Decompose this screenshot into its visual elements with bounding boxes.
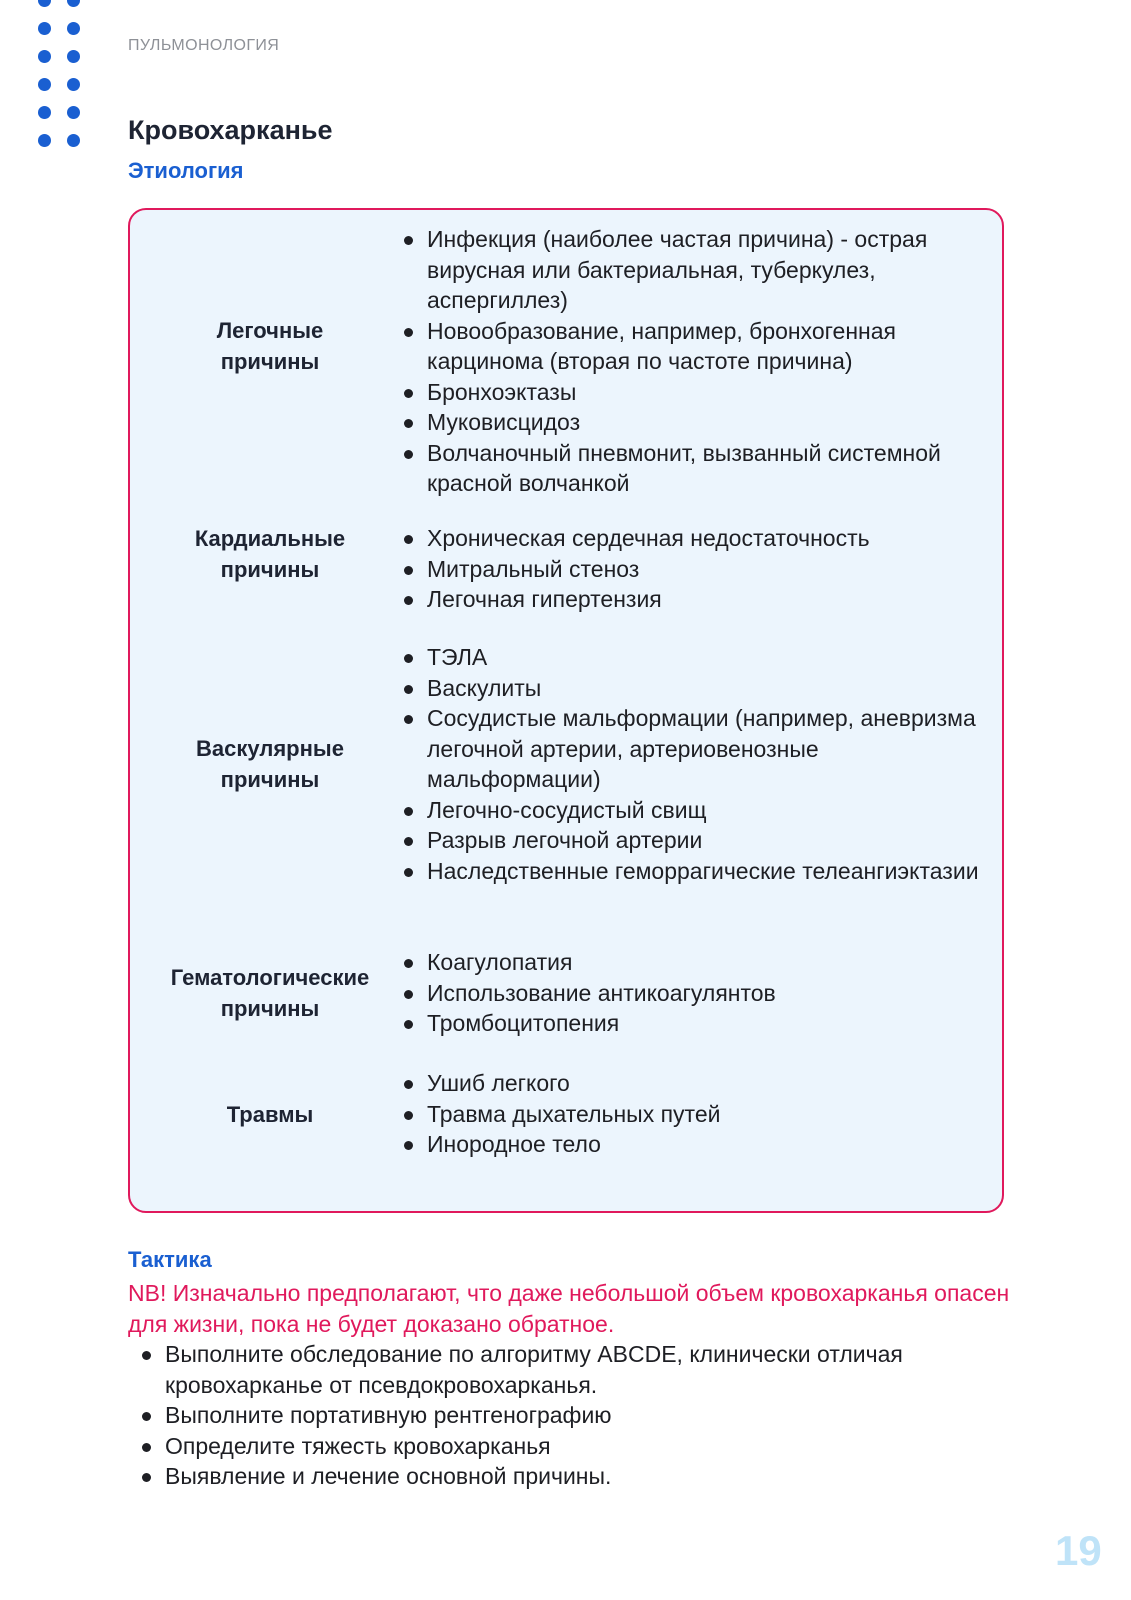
category-label: Легочные причины — [216, 318, 324, 374]
nb-warning-note: NB! Изначально предполагают, что даже небольшой объем кровохарканья опасен для жизни, пока не будет доказано обратное. — [128, 1280, 1010, 1337]
cause-list — [400, 224, 990, 499]
cause-item: Бронхоэктазы — [400, 377, 990, 408]
tactics-list — [138, 1339, 1018, 1492]
cause-item: Легочная гипертензия — [400, 584, 990, 615]
category-label: Гематологические причины — [170, 964, 370, 1021]
cause-item: Разрыв легочной артерии — [400, 825, 990, 856]
category-label: Васкулярные причины — [196, 736, 344, 792]
cause-item: Наследственные геморрагические телеангиэктазии — [400, 856, 990, 887]
cause-item: Муковисцидоз — [400, 407, 990, 438]
cause-item: Инфекция (наиболее частая причина) - острая вирусная или бактериальная, туберкулез, аспергиллез) — [400, 224, 990, 316]
cause-item: Использование антикоагулянтов — [400, 978, 990, 1009]
cause-item: Волчаночный пневмонит, вызванный системной красной волчанкой — [400, 438, 990, 499]
cause-item: Новообразование, например, бронхогенная карцинома (вторая по частоте причина) — [400, 316, 990, 377]
cause-item: Травма дыхательных путей — [400, 1099, 990, 1130]
cause-item: Сосудистые мальформации (например, аневризма легочной артерии, артериовенозные мальформации) — [400, 703, 990, 795]
tactics-step: Определите тяжесть кровохарканья — [138, 1431, 1018, 1462]
cause-item: Тромбоцитопения — [400, 1008, 990, 1039]
tactics-step: Выявление и лечение основной причины. — [138, 1461, 1018, 1492]
cause-item: Митральный стеноз — [400, 554, 990, 585]
cause-list — [400, 1068, 990, 1160]
cause-item: Инородное тело — [400, 1129, 990, 1160]
page-title: Кровохарканье — [128, 115, 333, 145]
tactics-step: Выполните обследование по алгоритму ABCDE, клинически отличая кровохарканье от псевдокровохарканья. — [138, 1339, 1018, 1400]
etiology-heading: Этиология — [128, 158, 244, 183]
category-label: Травмы — [226, 1101, 314, 1127]
page-number: 19 — [1055, 1527, 1102, 1574]
tactics-heading: Тактика — [128, 1247, 212, 1272]
etiology-table — [128, 208, 1004, 1213]
cause-list — [400, 642, 990, 886]
tactics-step: Выполните портативную рентгенографию — [138, 1400, 1018, 1431]
cause-item: Легочно-сосудистый свищ — [400, 795, 990, 826]
cause-item: Коагулопатия — [400, 947, 990, 978]
cause-item: ТЭЛА — [400, 642, 990, 673]
category-label: Кардиальные причины — [194, 526, 346, 582]
cause-list — [400, 947, 990, 1039]
cause-item: Хроническая сердечная недостаточность — [400, 523, 990, 554]
cause-list — [400, 523, 990, 615]
cause-item: Ушиб легкого — [400, 1068, 990, 1099]
section-label: ПУЛЬМОНОЛОГИЯ — [128, 37, 280, 54]
cause-item: Васкулиты — [400, 673, 990, 704]
